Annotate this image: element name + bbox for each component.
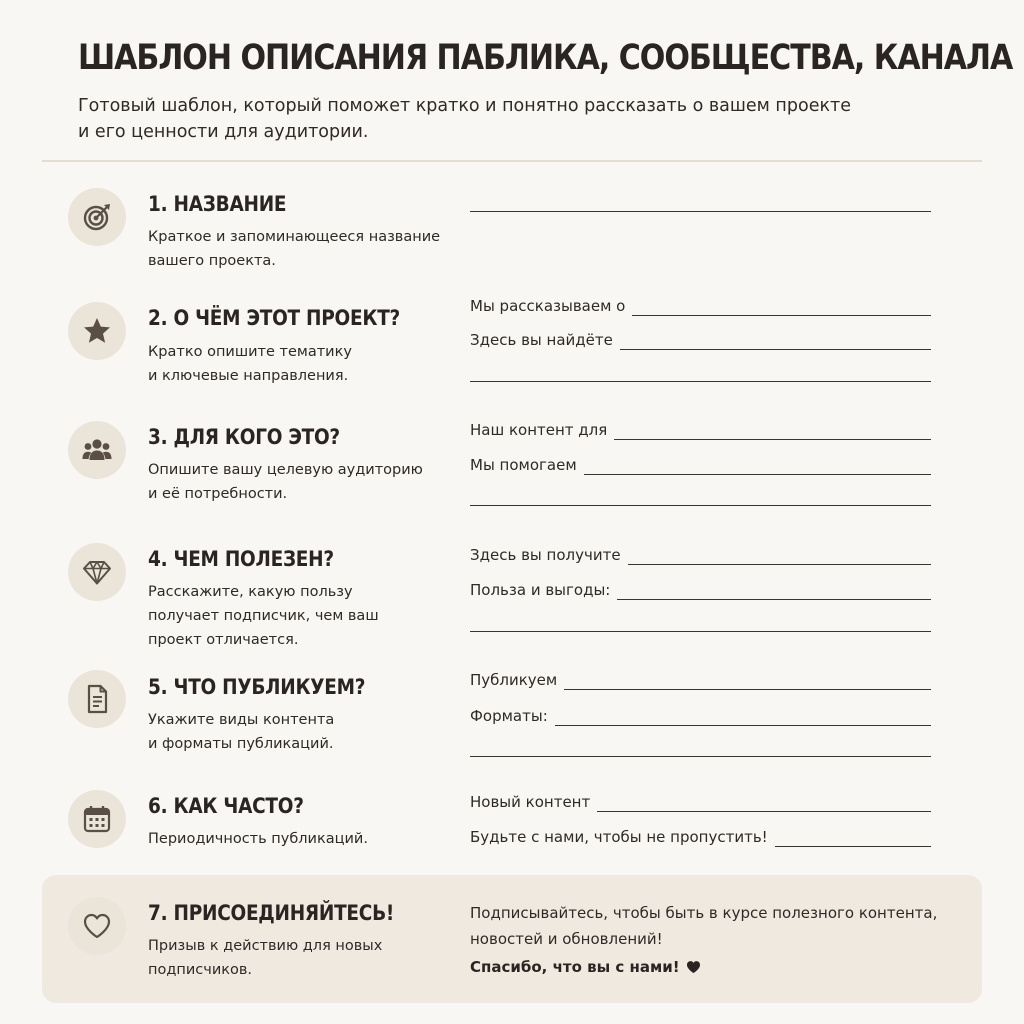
document-icon	[68, 670, 126, 728]
description-line: Призыв к действию для новых	[148, 938, 383, 954]
section-title: 6. КАК ЧАСТО?	[148, 794, 304, 818]
fill-line[interactable]	[584, 474, 931, 475]
section-title: 3. ДЛЯ КОГО ЭТО?	[148, 425, 340, 449]
fill-line[interactable]	[632, 315, 931, 316]
star-icon	[68, 302, 126, 360]
line-prompt: Новый контент	[470, 793, 591, 811]
description-line: вашего проекта.	[148, 253, 276, 269]
fill-line[interactable]	[564, 689, 931, 690]
section-title: 1. НАЗВАНИЕ	[148, 192, 287, 216]
section-description	[148, 827, 448, 851]
description-line: получает подписчик, чем ваш	[148, 608, 379, 624]
fill-line[interactable]	[470, 381, 931, 382]
section-title: 7. ПРИСОЕДИНЯЙТЕСЬ!	[148, 901, 395, 925]
heart-icon	[68, 897, 126, 955]
answer-line[interactable]	[470, 704, 931, 728]
answer-line[interactable]	[470, 360, 931, 384]
fill-line[interactable]	[775, 846, 931, 847]
description-line: Расскажите, какую пользу	[148, 584, 353, 600]
description-line: Периодичность публикаций.	[148, 831, 368, 847]
fill-line[interactable]	[470, 505, 931, 506]
description-line: и форматы публикаций.	[148, 736, 334, 752]
answer-line[interactable]	[470, 484, 931, 508]
description-line: подписчиков.	[148, 962, 253, 978]
answer-line[interactable]	[470, 328, 931, 352]
line-prompt: Мы помогаем	[470, 456, 577, 474]
answer-line[interactable]	[470, 418, 931, 442]
diamond-icon	[68, 543, 126, 601]
join-message-line: Подписывайтесь, чтобы быть в курсе полезного контента,	[470, 904, 938, 922]
fill-line[interactable]	[597, 811, 931, 812]
line-prompt: Публикуем	[470, 671, 558, 689]
line-prompt: Форматы:	[470, 707, 548, 725]
section-title: 4. ЧЕМ ПОЛЕЗЕН?	[148, 547, 334, 571]
join-message-line: новостей и обновлений!	[470, 930, 663, 948]
thanks-text	[470, 958, 701, 978]
people-icon	[68, 421, 126, 479]
fill-line[interactable]	[614, 439, 931, 440]
description-line: и её потребности.	[148, 486, 288, 502]
description-line: Укажите виды контента	[148, 712, 335, 728]
fill-line[interactable]	[617, 599, 931, 600]
target-icon	[68, 188, 126, 246]
line-prompt: Мы рассказываем о	[470, 297, 626, 315]
line-prompt: Наш контент для	[470, 421, 608, 439]
subtitle-line-2: и его ценности для аудитории.	[78, 122, 369, 142]
line-prompt: Здесь вы найдёте	[470, 331, 613, 349]
fill-line[interactable]	[470, 756, 931, 757]
fill-line[interactable]	[620, 349, 931, 350]
answer-line[interactable]	[470, 453, 931, 477]
fill-line[interactable]	[555, 725, 931, 726]
page-subtitle	[78, 93, 958, 145]
section-description	[148, 934, 448, 982]
description-line: Краткое и запоминающееся название	[148, 229, 441, 245]
description-line: Опишите вашу целевую аудиторию	[148, 462, 423, 478]
answer-line[interactable]	[470, 543, 931, 567]
line-prompt: Здесь вы получите	[470, 546, 621, 564]
line-prompt: Польза и выгоды:	[470, 581, 611, 599]
section-description	[148, 340, 448, 388]
answer-line[interactable]	[470, 825, 931, 849]
answer-line[interactable]	[470, 294, 931, 318]
fill-line[interactable]	[628, 564, 931, 565]
answer-line[interactable]	[470, 578, 931, 602]
fill-line[interactable]	[470, 631, 931, 632]
header-divider	[42, 160, 982, 162]
page-title: ШАБЛОН ОПИСАНИЯ ПАБЛИКА, СООБЩЕСТВА, КАНАЛА	[78, 38, 1013, 78]
section-title: 5. ЧТО ПУБЛИКУЕМ?	[148, 675, 366, 699]
section-description	[148, 580, 448, 652]
description-line: и ключевые направления.	[148, 368, 349, 384]
description-line: Кратко опишите тематику	[148, 344, 352, 360]
description-line: проект отличается.	[148, 632, 299, 648]
calendar-icon	[68, 790, 126, 848]
answer-line[interactable]	[470, 668, 931, 692]
join-message	[470, 900, 950, 952]
answer-line[interactable]	[470, 735, 931, 759]
heart-icon	[686, 960, 701, 978]
answer-line[interactable]	[470, 790, 931, 814]
subtitle-line-1: Готовый шаблон, который поможет кратко и понятно рассказать о вашем проекте	[78, 96, 851, 116]
section-description	[148, 708, 448, 756]
section-description	[148, 225, 448, 273]
line-prompt: Будьте с нами, чтобы не пропустить!	[470, 828, 768, 846]
fill-line[interactable]	[470, 211, 931, 212]
section-description	[148, 458, 448, 506]
answer-line[interactable]	[470, 610, 931, 634]
section-title: 2. О ЧЁМ ЭТОТ ПРОЕКТ?	[148, 306, 400, 330]
answer-line[interactable]	[470, 190, 931, 214]
thanks-label: Спасибо, что вы с нами!	[470, 958, 680, 976]
